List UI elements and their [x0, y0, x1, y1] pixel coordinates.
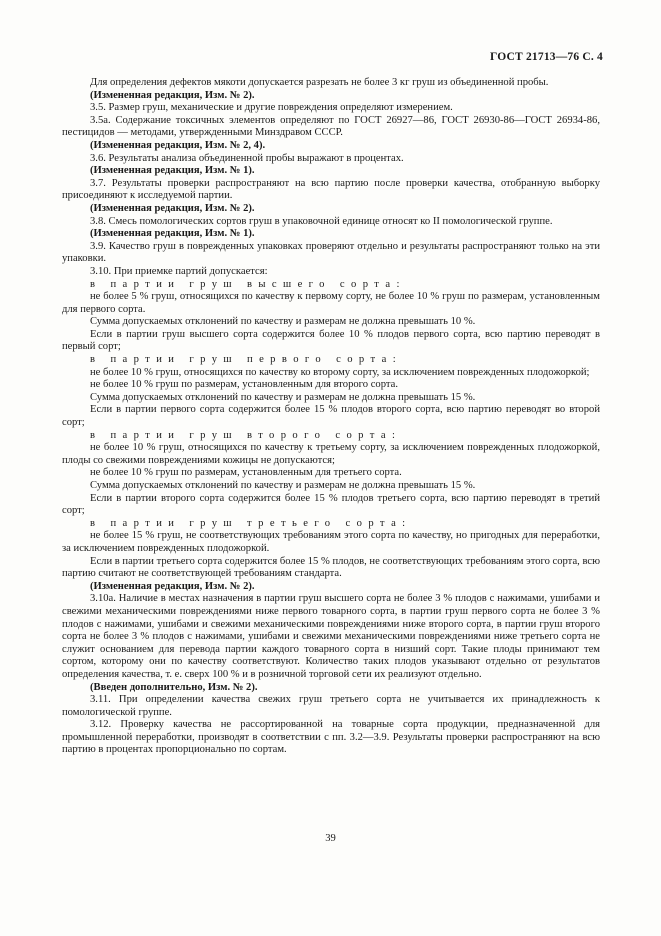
paragraph: Если в партии груш высшего сорта содержится более 10 % плодов первого сорта, всю партию переводят в первый сорт;: [62, 328, 600, 353]
page-number: 39: [325, 833, 336, 844]
amendment-note: (Измененная редакция, Изм. № 2).: [90, 202, 255, 214]
paragraph: не более 15 % груш, не соответствующих требованиям этого сорта по качеству, но пригодных для переработки, за исключением поврежденных плодожоркой.: [62, 530, 600, 554]
paragraph: Сумма допускаемых отклонений по качеству и размерам не должна превышать 15 %.: [90, 391, 476, 403]
amendment-note: (Измененная редакция, Изм. № 1).: [90, 228, 255, 240]
paragraph: 3.10а. Наличие в местах назначения в партии груш высшего сорта не более 3 % плодов с нажимами, ушибами и свежими механическими повреждениями ниже первого товарного сорта, в партии груш первого сорта не более 3 % плодов с нажимами, ушибами и свежими механическими повреждениями ниже второго сорта, в партии груш второго сорта не более 3 % плодов с нажимами, ушибами и свежими механическими повреждениями ниже третьего сорта не служит основанием для перевода партии каждого товарного сорта в низший сорт. Такие плоды принимают тем сортом, которому они по качеству соответствуют. Количество таких плодов указывают отдельно от результатов определения качества, т. е. сверх 100 % и в розничной торговой сети их реализуют отдельно.: [62, 593, 600, 680]
paragraph: 3.9. Качество груш в поврежденных упаковках проверяют отдельно и результаты распространяют только на эти упаковки.: [62, 240, 600, 265]
paragraph: не более 10 % груш по размерам, установленным для третьего сорта.: [90, 467, 402, 479]
amendment-note: (Измененная редакция, Изм. № 2, 4).: [90, 139, 266, 151]
paragraph: Сумма допускаемых отклонений по качеству и размерам не должна превышать 10 %.: [90, 316, 476, 328]
paragraph: 3.7. Результаты проверки распространяют на всю партию после проверки качества, отобранную выборку присоединяют к исследуемой партии.: [62, 177, 600, 202]
grade-heading: в партии груш первого сорта:: [90, 354, 403, 366]
paragraph: не более 10 % груш по размерам, установленным для второго сорта.: [90, 379, 398, 391]
paragraph: 3.5а. Содержание токсичных элементов определяют по ГОСТ 26927—86, ГОСТ 26930-86—ГОСТ 26934-86, пестицидов — методами, утвержденными Минздравом СССР.: [62, 114, 600, 139]
paragraph: не более 5 % груш, относящихся по качеству к первому сорту, не более 10 % груш по размерам, установленным для первого сорта.: [62, 291, 600, 315]
running-header: ГОСТ 21713—76 С. 4: [490, 51, 603, 63]
paragraph: 3.12. Проверку качества не рассортированной на товарные сорта продукции, предназначенной для промышленной переработки, производят в соответствии с пп. 3.2—3.9. Результаты проверки распространяют на всю партию в процентах пропорционально по сортам.: [62, 719, 600, 756]
grade-heading: в партии груш второго сорта:: [90, 429, 402, 441]
amendment-note: (Введен дополнительно, Изм. № 2).: [90, 681, 258, 693]
grade-heading: в партии груш высшего сорта:: [90, 278, 406, 290]
paragraph: не более 10 % груш, относящихся по качеству ко второму сорту, за исключением поврежденных плодожоркой;: [90, 366, 590, 378]
paragraph: Для определения дефектов мякоти допускается разрезать не более 3 кг груш из объединенной пробы.: [90, 77, 549, 88]
amendment-note: (Измененная редакция, Изм. № 2).: [90, 580, 255, 592]
document-body: [62, 77, 600, 757]
paragraph: не более 10 % груш, относящихся по качеству к третьему сорту, за исключением поврежденных плодожоркой, плоды со свежими повреждениями кожицы не допускаются;: [62, 442, 600, 466]
paragraph: Если в партии третьего сорта содержится более 15 % плодов, не соответствующих требованиям этого сорта, всю партию считают не соответствующей требованиям стандарта.: [62, 555, 600, 580]
paragraph: 3.6. Результаты анализа объединенной пробы выражают в процентах.: [90, 152, 404, 164]
grade-heading: в партии груш третьего сорта:: [90, 517, 412, 529]
paragraph: Сумма допускаемых отклонений по качеству и размерам не должна превышать 15 %.: [90, 480, 476, 491]
paragraph: 3.10. При приемке партий допускается:: [90, 265, 268, 277]
paragraph: 3.8. Смесь помологических сортов груш в упаковочной единице относят ко II помологической группе.: [90, 215, 553, 227]
paragraph: 3.5. Размер груш, механические и другие повреждения определяют измерением.: [90, 102, 453, 114]
amendment-note: (Измененная редакция, Изм. № 1).: [90, 165, 255, 177]
paragraph: Если в партии первого сорта содержится более 15 % плодов второго сорта, всю партию переводят во второй сорт;: [62, 404, 600, 429]
paragraph: 3.11. При определении качества свежих груш третьего сорта не учитывается их принадлежность к помологической группе.: [62, 694, 600, 718]
paragraph: Если в партии второго сорта содержится более 15 % плодов третьего сорта, всю партию переводят в третий сорт;: [62, 492, 600, 517]
amendment-note: (Измененная редакция, Изм. № 2).: [90, 89, 255, 101]
